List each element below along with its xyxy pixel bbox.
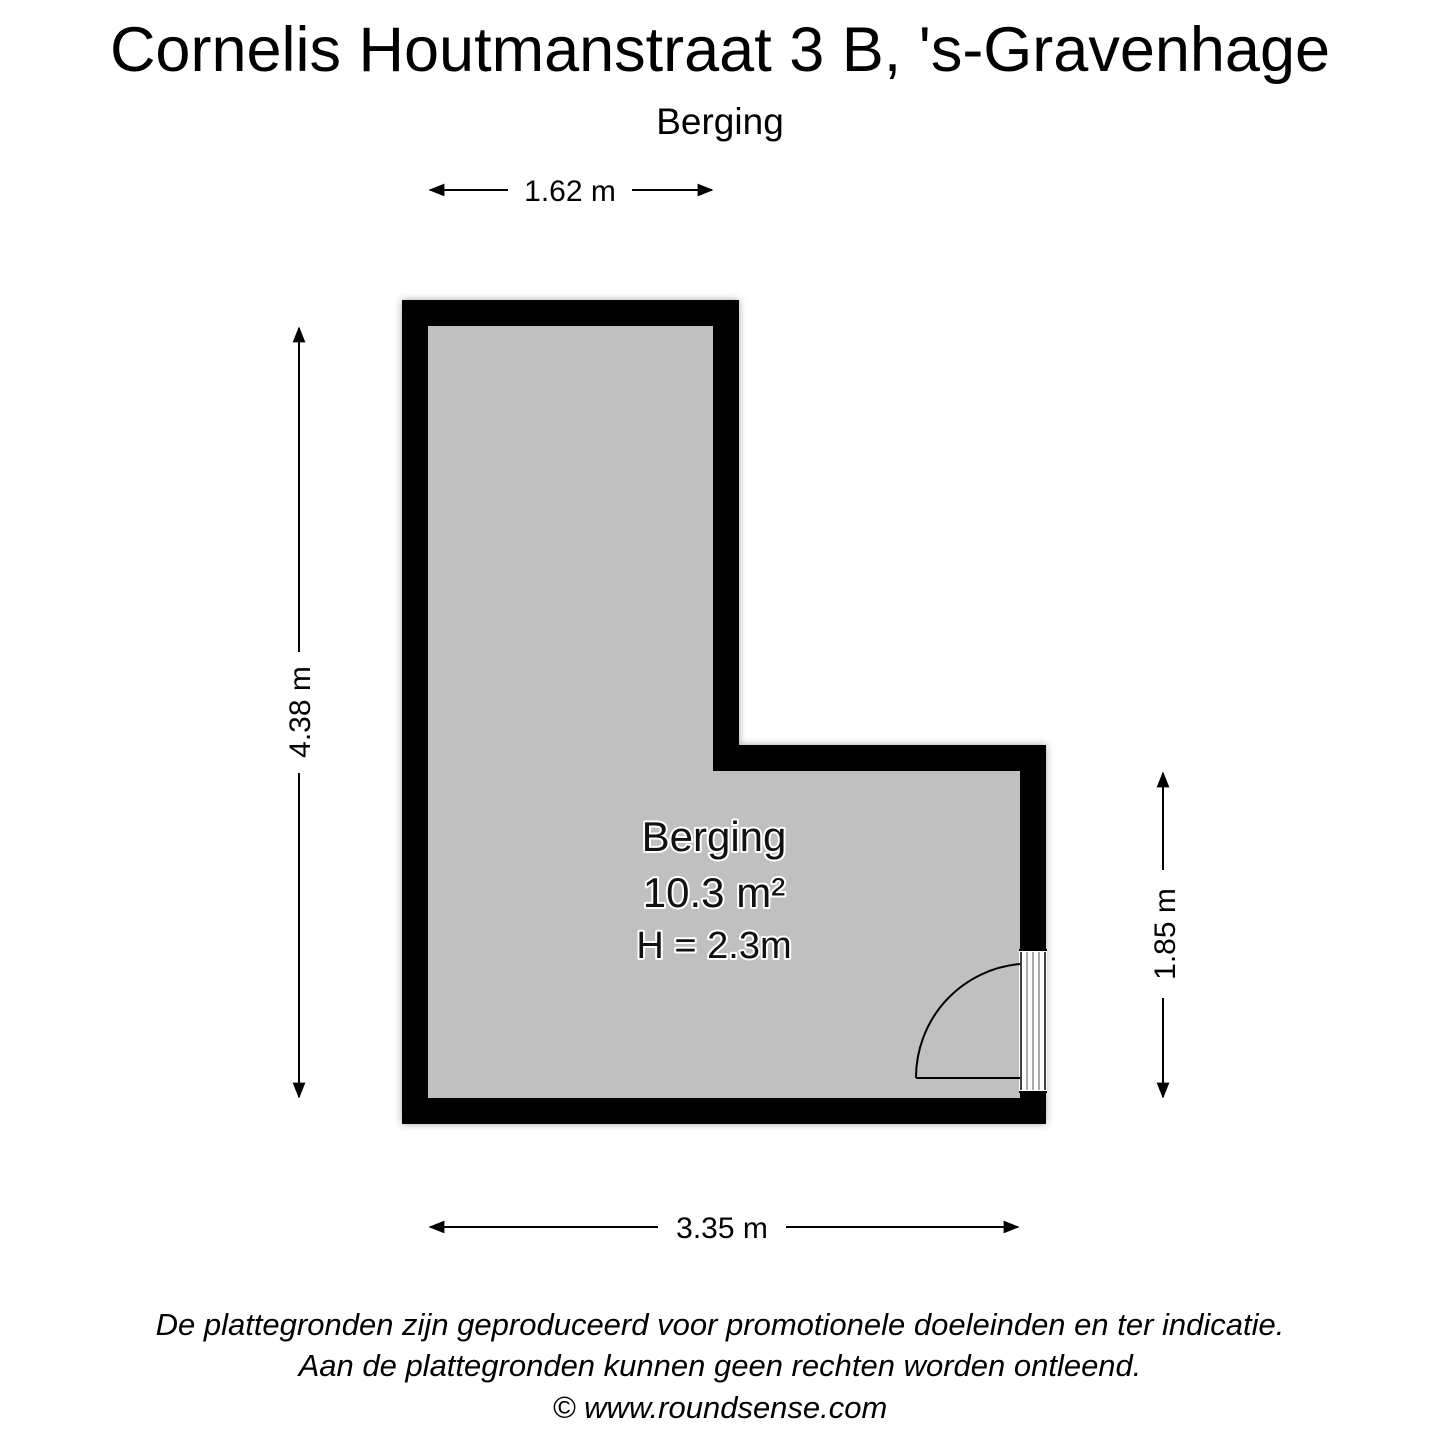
- disclaimer-line-1: De plattegronden zijn geproduceerd voor promotionele doeleinden en ter indicatie.: [155, 1307, 1285, 1342]
- dimension-right-label: 1.85 m: [1149, 888, 1182, 980]
- copyright-line: © www.roundsense.com: [552, 1390, 888, 1425]
- dimension-bottom-label: 3.35 m: [676, 1212, 768, 1245]
- floor-subtitle: Berging: [656, 101, 784, 142]
- page-title: Cornelis Houtmanstraat 3 B, 's-Gravenhage: [109, 15, 1331, 85]
- disclaimer-line-2: Aan de plattegronden kunnen geen rechten worden ontleend.: [298, 1348, 1142, 1383]
- room-area: 10.3 m²: [642, 869, 786, 916]
- dimension-left: [284, 328, 317, 1097]
- dimension-bottom: [430, 1212, 1018, 1245]
- dimension-left-label: 4.38 m: [284, 666, 317, 758]
- room-name: Berging: [641, 813, 787, 860]
- dimension-right: [1149, 773, 1182, 1097]
- dimension-top-label: 1.62 m: [524, 175, 616, 208]
- dimension-top: [430, 175, 712, 208]
- room-height: H = 2.3m: [636, 925, 792, 967]
